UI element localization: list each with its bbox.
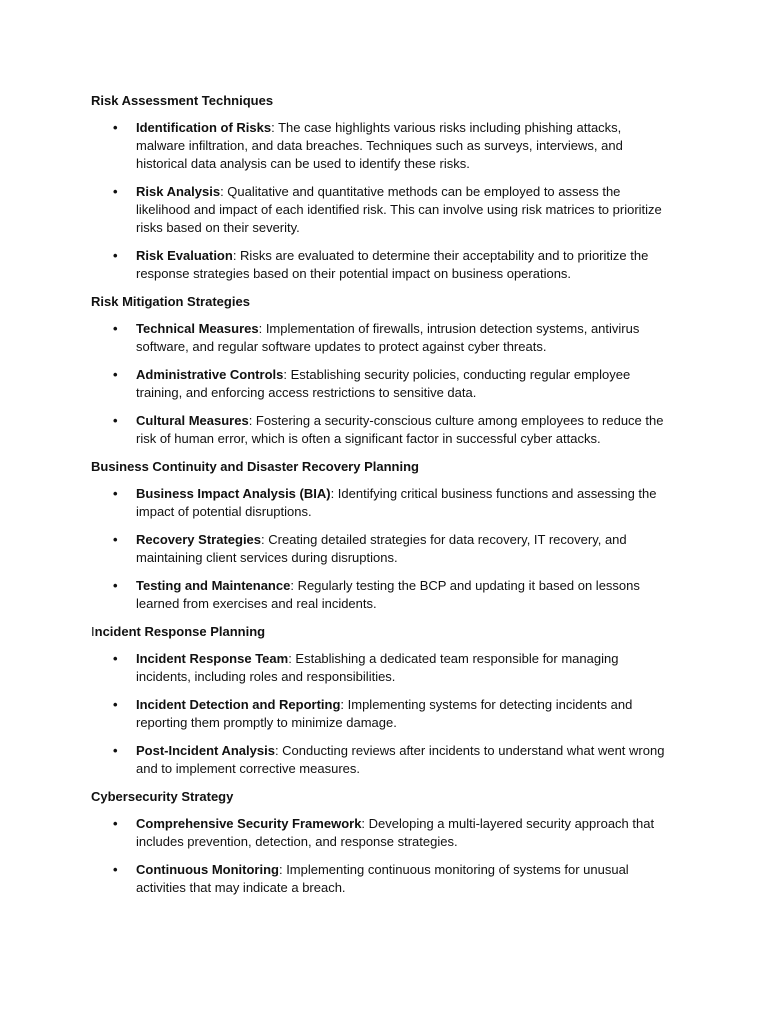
- item-text: : Implementing systems for detecting incidents and reporting them promptly to minimize damage.: [136, 697, 633, 730]
- list-item: [91, 577, 668, 613]
- item-term: Incident Detection and Reporting: [136, 697, 341, 712]
- bullet-icon: •: [113, 248, 118, 263]
- item-text: : Risks are evaluated to determine their acceptability and to prioritize the response strategies based on their potential impact on business operations.: [136, 248, 649, 281]
- item-text: : Qualitative and quantitative methods can be employed to assess the likelihood and impact of each identified risk. This can involve using risk matrices to prioritize risks based on their severity.: [136, 184, 662, 235]
- item-text: : Conducting reviews after incidents to understand what went wrong and to implement corrective measures.: [136, 743, 665, 776]
- item-term: Comprehensive Security Framework: [136, 816, 362, 831]
- list-item: [91, 815, 668, 851]
- item-term: Continuous Monitoring: [136, 862, 279, 877]
- bullet-icon: •: [113, 743, 118, 758]
- bullet-list: [91, 485, 668, 613]
- heading-prefix: I: [91, 624, 95, 639]
- item-term: Risk Analysis: [136, 184, 221, 199]
- item-term: Cultural Measures: [136, 413, 249, 428]
- item-term: Recovery Strategies: [136, 532, 262, 547]
- list-item: [91, 412, 668, 448]
- bullet-icon: •: [113, 321, 118, 336]
- bullet-icon: •: [113, 697, 118, 712]
- list-item: [91, 485, 668, 521]
- item-text: : The case highlights various risks including phishing attacks, malware infiltration, and data breaches. Techniques such as surveys, interviews, and historical data analysis can be used to identify these risks.: [136, 120, 623, 171]
- item-term: Technical Measures: [136, 321, 259, 336]
- item-term: Identification of Risks: [136, 120, 272, 135]
- item-term: Risk Evaluation: [136, 248, 233, 263]
- bullet-icon: •: [113, 486, 118, 501]
- bullet-icon: •: [113, 532, 118, 547]
- section-heading: Business Continuity and Disaster Recovery Planning: [91, 459, 419, 474]
- section-incident-response: [91, 623, 668, 778]
- section-heading: [91, 623, 668, 641]
- bullet-icon: •: [113, 651, 118, 666]
- list-item: [91, 742, 668, 778]
- bullet-list: [91, 815, 668, 897]
- section-risk-assessment: [91, 92, 668, 283]
- bullet-icon: •: [113, 184, 118, 199]
- item-text: : Establishing security policies, conducting regular employee training, and enforcing access restrictions to sensitive data.: [136, 367, 631, 400]
- bullet-icon: •: [113, 120, 118, 135]
- bullet-icon: •: [113, 367, 118, 382]
- section-risk-mitigation: [91, 293, 668, 448]
- list-item: [91, 247, 668, 283]
- item-text: : Implementing continuous monitoring of systems for unusual activities that may indicate a breach.: [136, 862, 629, 895]
- bullet-icon: •: [113, 578, 118, 593]
- section-cybersecurity-strategy: [91, 788, 668, 897]
- list-item: [91, 861, 668, 897]
- list-item: [91, 696, 668, 732]
- item-text: : Fostering a security-conscious culture among employees to reduce the risk of human error, which is often a significant factor in successful cyber attacks.: [136, 413, 664, 446]
- bullet-icon: •: [113, 413, 118, 428]
- item-term: Incident Response Team: [136, 651, 289, 666]
- bullet-icon: •: [113, 862, 118, 877]
- list-item: [91, 119, 668, 173]
- item-text: : Regularly testing the BCP and updating it based on lessons learned from exercises and real incidents.: [136, 578, 640, 611]
- bullet-list: [91, 650, 668, 778]
- list-item: [91, 650, 668, 686]
- list-item: [91, 320, 668, 356]
- item-text: : Establishing a dedicated team responsible for managing incidents, including roles and responsibilities.: [136, 651, 619, 684]
- section-heading: Risk Mitigation Strategies: [91, 294, 250, 309]
- list-item: [91, 183, 668, 237]
- list-item: [91, 366, 668, 402]
- item-term: Post-Incident Analysis: [136, 743, 275, 758]
- bullet-icon: •: [113, 816, 118, 831]
- section-heading: Risk Assessment Techniques: [91, 93, 274, 108]
- item-text: : Identifying critical business functions and assessing the impact of potential disruptions.: [136, 486, 657, 519]
- section-heading: Cybersecurity Strategy: [91, 789, 234, 804]
- item-term: Testing and Maintenance: [136, 578, 291, 593]
- item-text: : Developing a multi-layered security approach that includes prevention, detection, and response strategies.: [136, 816, 655, 849]
- bullet-list: [91, 320, 668, 448]
- bullet-list: [91, 119, 668, 283]
- item-term: Business Impact Analysis (BIA): [136, 486, 331, 501]
- item-term: Administrative Controls: [136, 367, 284, 382]
- section-business-continuity: [91, 458, 668, 613]
- item-text: : Creating detailed strategies for data recovery, IT recovery, and maintaining client services during disruptions.: [136, 532, 627, 565]
- item-text: : Implementation of firewalls, intrusion detection systems, antivirus software, and regular software updates to protect against cyber threats.: [136, 321, 640, 354]
- heading-rest: ncident Response Planning: [94, 624, 266, 639]
- list-item: [91, 531, 668, 567]
